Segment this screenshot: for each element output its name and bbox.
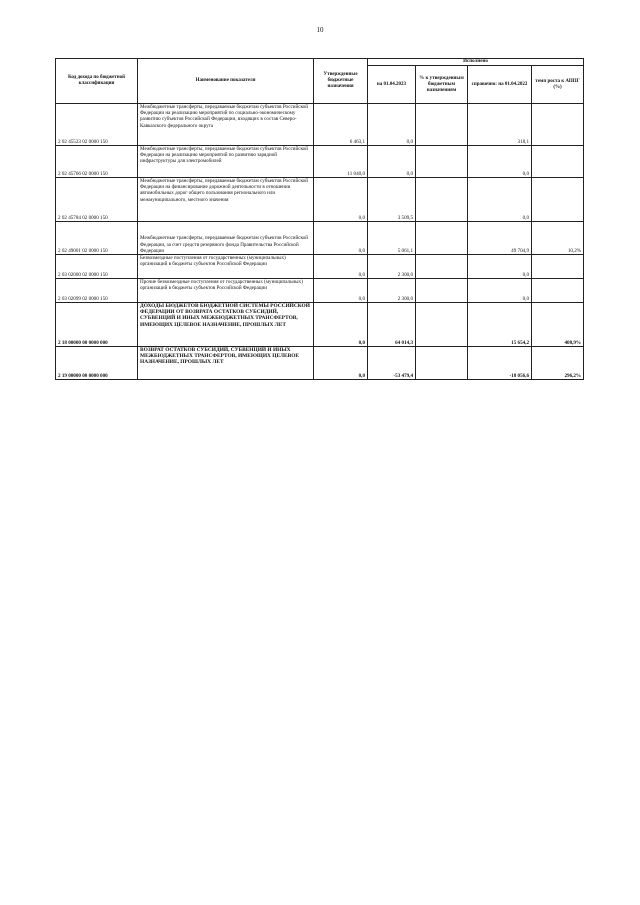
row-executed: 64 014,3: [368, 303, 416, 347]
budget-table: [55, 58, 584, 380]
header-on-date: на 01.04.2023: [368, 66, 416, 104]
table-row: [56, 104, 584, 146]
table-row: [56, 222, 584, 255]
row-name: Межбюджетные трансферты, передаваемые бюджетам субъектов Российской Федерации, за счет средств резервного фонда Правительства Российской Федерации: [138, 222, 314, 255]
row-growth: 296,2%: [532, 347, 584, 380]
row-name: Межбюджетные трансферты, передаваемые бюджетам субъектов Российской Федерации на финансирование дорожной деятельности в отношении автомобильных дорог общего пользования регионального или межмуниципального, местного значения: [138, 178, 314, 222]
row-growth: [532, 104, 584, 146]
header-name: Наименование показателя: [138, 59, 314, 104]
header-executed: Исполнено: [368, 59, 584, 66]
table-row: [56, 146, 584, 178]
row-growth: 408,9%: [532, 303, 584, 347]
row-executed: -53 479,4: [368, 347, 416, 380]
row-reference: 15 654,2: [468, 303, 532, 347]
row-approved: 11 040,0: [314, 146, 368, 178]
row-growth: [532, 178, 584, 222]
row-code: 2 03 02099 02 0000 150: [56, 279, 138, 303]
table-row: [56, 255, 584, 279]
row-executed: 2 300,0: [368, 255, 416, 279]
row-pct: [416, 104, 468, 146]
row-name: ВОЗВРАТ ОСТАТКОВ СУБСИДИЙ, СУБВЕНЦИЙ И ИНЫХ МЕЖБЮДЖЕТНЫХ ТРАНСФЕРТОВ, ИМЕЮЩИХ ЦЕЛЕВОЕ НАЗНАЧЕНИЕ, ПРОШЛЫХ ЛЕТ: [138, 347, 314, 380]
row-approved: 6 463,1: [314, 104, 368, 146]
table-row: [56, 178, 584, 222]
row-approved: 0,0: [314, 303, 368, 347]
row-code: 2 18 00000 00 0000 000: [56, 303, 138, 347]
header-reference: справочно: на 01.04.2022: [468, 66, 532, 104]
row-pct: [416, 222, 468, 255]
table-row-total: [56, 303, 584, 347]
row-reference: 49 704,9: [468, 222, 532, 255]
row-approved: 0,0: [314, 178, 368, 222]
row-executed: 3 509,5: [368, 178, 416, 222]
row-name: Межбюджетные трансферты, передаваемые бюджетам субъектов Российской Федерации на реализацию мероприятий по социально-экономическому развитию субъектов Российской Федерации, входящих в состав Северо-Кавказского федерального округа: [138, 104, 314, 146]
table-row-total: [56, 347, 584, 380]
row-executed: 5 061,1: [368, 222, 416, 255]
row-reference: 318,1: [468, 104, 532, 146]
row-approved: 0,0: [314, 347, 368, 380]
row-pct: [416, 255, 468, 279]
row-name: ДОХОДЫ БЮДЖЕТОВ БЮДЖЕТНОЙ СИСТЕМЫ РОССИЙСКОЙ ФЕДЕРАЦИИ ОТ ВОЗВРАТА ОСТАТКОВ СУБСИДИЙ, СУБВЕНЦИЙ И ИНЫХ МЕЖБЮДЖЕТНЫХ ТРАНСФЕРТОВ, ИМЕЮЩИХ ЦЕЛЕВОЕ НАЗНАЧЕНИЕ, ПРОШЛЫХ ЛЕТ: [138, 303, 314, 347]
row-growth: [532, 279, 584, 303]
row-executed: 0,0: [368, 104, 416, 146]
row-pct: [416, 347, 468, 380]
row-growth: [532, 255, 584, 279]
row-name: Межбюджетные трансферты, передаваемые бюджетам субъектов Российской Федерации на реализацию мероприятий по развитию зарядной инфраструктуры для электромобилей: [138, 146, 314, 178]
row-code: 2 03 02000 02 0000 150: [56, 255, 138, 279]
header-code: Код дохода по бюджетной классификации: [56, 59, 138, 104]
row-reference: 0,0: [468, 146, 532, 178]
table-body: [56, 104, 584, 380]
row-name: Прочие безвозмездные поступления от государственных (муниципальных) организаций в бюджеты субъектов Российской Федерации: [138, 279, 314, 303]
row-executed: 0,0: [368, 146, 416, 178]
header-growth: темп роста к АППГ (%): [532, 66, 584, 104]
row-executed: 2 300,0: [368, 279, 416, 303]
row-reference: 0,0: [468, 255, 532, 279]
row-approved: 0,0: [314, 255, 368, 279]
row-reference: 0,0: [468, 178, 532, 222]
row-pct: [416, 146, 468, 178]
row-code: 2 02 49001 02 0000 150: [56, 222, 138, 255]
header-approved: Утвержденные бюджетные назначения: [314, 59, 368, 104]
header-pct-approved: % к утвержденным бюджетным назначениям: [416, 66, 468, 104]
row-code: 2 02 45784 02 0000 150: [56, 178, 138, 222]
row-approved: 0,0: [314, 279, 368, 303]
row-pct: [416, 279, 468, 303]
row-name: Безвозмездные поступления от государственных (муниципальных) организаций в бюджеты субъектов Российской Федерации: [138, 255, 314, 279]
table-row: [56, 279, 584, 303]
row-reference: 0,0: [468, 279, 532, 303]
row-code: 2 19 00000 00 0000 000: [56, 347, 138, 380]
row-code: 2 02 45523 02 0000 150: [56, 104, 138, 146]
row-approved: 0,0: [314, 222, 368, 255]
row-pct: [416, 303, 468, 347]
row-reference: -18 056,6: [468, 347, 532, 380]
row-pct: [416, 178, 468, 222]
page-number: 10: [316, 26, 324, 34]
row-growth: [532, 146, 584, 178]
row-code: 2 02 45766 02 0000 150: [56, 146, 138, 178]
row-growth: 10,2%: [532, 222, 584, 255]
